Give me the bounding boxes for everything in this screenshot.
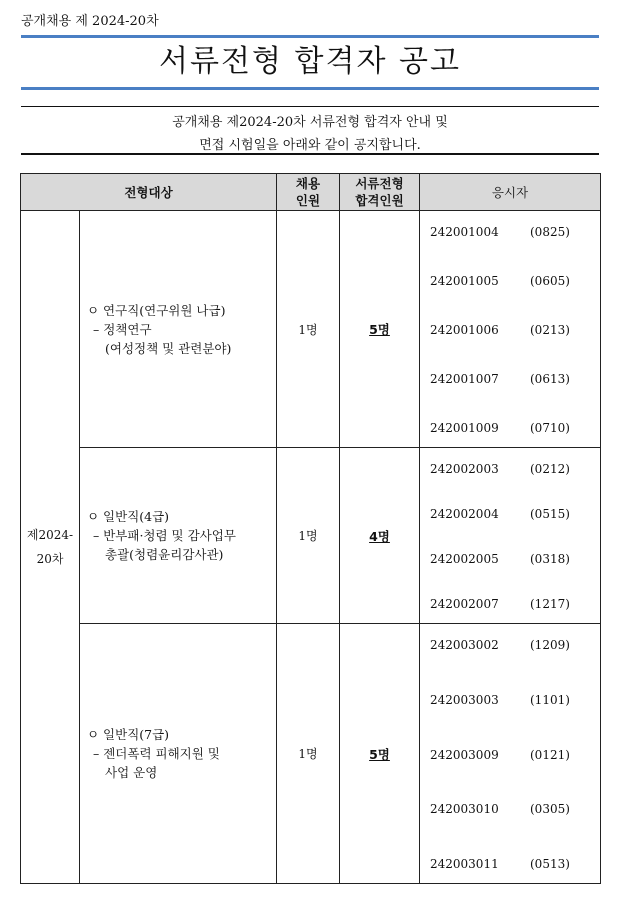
hires-count: 1명 [277,624,340,884]
results-table [20,173,601,884]
round-line1: 제2024- [26,528,74,542]
position-description [80,448,277,624]
applicant-id: 242003010 [430,802,499,817]
round-cell [21,211,80,884]
bottom-accent-bar [21,87,599,90]
round-line2: 20차 [36,552,64,566]
applicant-list [420,211,600,447]
applicant-code: (0515) [530,507,570,521]
applicant-code: (1217) [530,597,570,611]
applicant-code: (0121) [530,747,570,762]
applicant-entry [430,372,600,386]
applicant-id: 242003002 [430,638,499,652]
applicant-entry [430,274,600,288]
hires-count: 1명 [277,211,340,448]
applicant-id: 242002007 [430,597,499,611]
header-target: 전형대상 [21,174,277,211]
applicant-entry [430,748,600,762]
header-hires [277,174,340,211]
applicant-code: (0605) [530,274,570,288]
applicant-entry [430,638,600,652]
applicant-code: (0213) [530,323,570,337]
position-title: ㅇ 연구직(연구위원 나급) [87,302,226,318]
applicant-cell [420,211,601,448]
passed-count: 5명 [340,211,420,448]
applicant-entry [430,225,600,239]
applicant-id: 242002003 [430,462,499,476]
applicant-code: (1101) [530,692,570,707]
position-title: ㅇ 일반직(7급) [87,727,170,742]
applicant-id: 242003011 [430,857,499,871]
position-detail: (여성정책 및 관련분야) [105,340,232,356]
applicant-id: 242003009 [430,747,499,762]
applicant-code: (1209) [530,638,570,652]
table-row [21,448,601,624]
passed-count: 4명 [340,448,420,624]
applicant-id: 242001009 [430,421,499,435]
applicant-id: 242002005 [430,552,499,566]
intro-line-1: 공개채용 제2024-20차 서류전형 합격자 안내 및 [172,115,448,130]
position-duty: – 반부패·청렴 및 감사업무 [93,528,236,543]
header-passed-line2: 합격인원 [355,193,404,208]
applicant-entry [430,802,600,816]
applicant-cell [420,624,601,884]
applicant-code: (0613) [530,372,570,386]
applicant-entry [430,462,600,476]
applicant-id: 242003003 [430,692,499,707]
applicant-id: 242001005 [430,274,499,288]
table-row [21,624,601,884]
intro-top-rule [21,106,599,107]
applicant-id: 242001004 [430,225,499,239]
header-applicants: 응시자 [420,174,601,211]
intro-line-2: 면접 시험일을 아래와 같이 공지합니다. [199,138,421,153]
position-title: ㅇ 일반직(4급) [87,509,170,524]
page-title: 서류전형 합격자 공고 [159,44,461,79]
applicant-id: 242001007 [430,372,499,386]
applicant-entry [430,857,600,871]
header-passed [340,174,420,211]
applicant-entry [430,597,600,611]
position-detail: 총괄(청렴윤리감사관) [105,547,224,562]
applicant-entry [430,323,600,337]
table-row [21,211,601,448]
applicant-id: 242002004 [430,507,499,521]
position-duty: – 정책연구 [93,321,152,337]
notice-number: 공개채용 제 2024-20차 [21,14,159,29]
applicant-entry [430,421,600,435]
applicant-list [420,448,600,623]
header-passed-line1: 서류전형 [355,176,404,191]
top-accent-bar [21,35,599,38]
header-hires-line2: 인원 [295,193,321,208]
position-detail: 사업 운영 [105,765,158,780]
table-header-row [21,174,601,211]
hires-count: 1명 [277,448,340,624]
applicant-code: (0710) [530,421,570,435]
position-description [80,211,277,448]
header-hires-line1: 채용 [295,176,321,191]
applicant-code: (0212) [530,462,570,476]
applicant-code: (0513) [530,857,570,871]
applicant-entry [430,552,600,566]
applicant-entry [430,507,600,521]
position-duty: – 젠더폭력 피해지원 및 [93,746,220,761]
intro-bottom-rule [21,153,599,155]
applicant-code: (0305) [530,802,570,817]
applicant-cell [420,448,601,624]
applicant-code: (0318) [530,552,570,566]
applicant-code: (0825) [530,225,570,239]
position-description [80,624,277,884]
applicant-id: 242001006 [430,323,499,337]
passed-count: 5명 [340,624,420,884]
applicant-entry [430,693,600,707]
applicant-list [420,624,600,883]
